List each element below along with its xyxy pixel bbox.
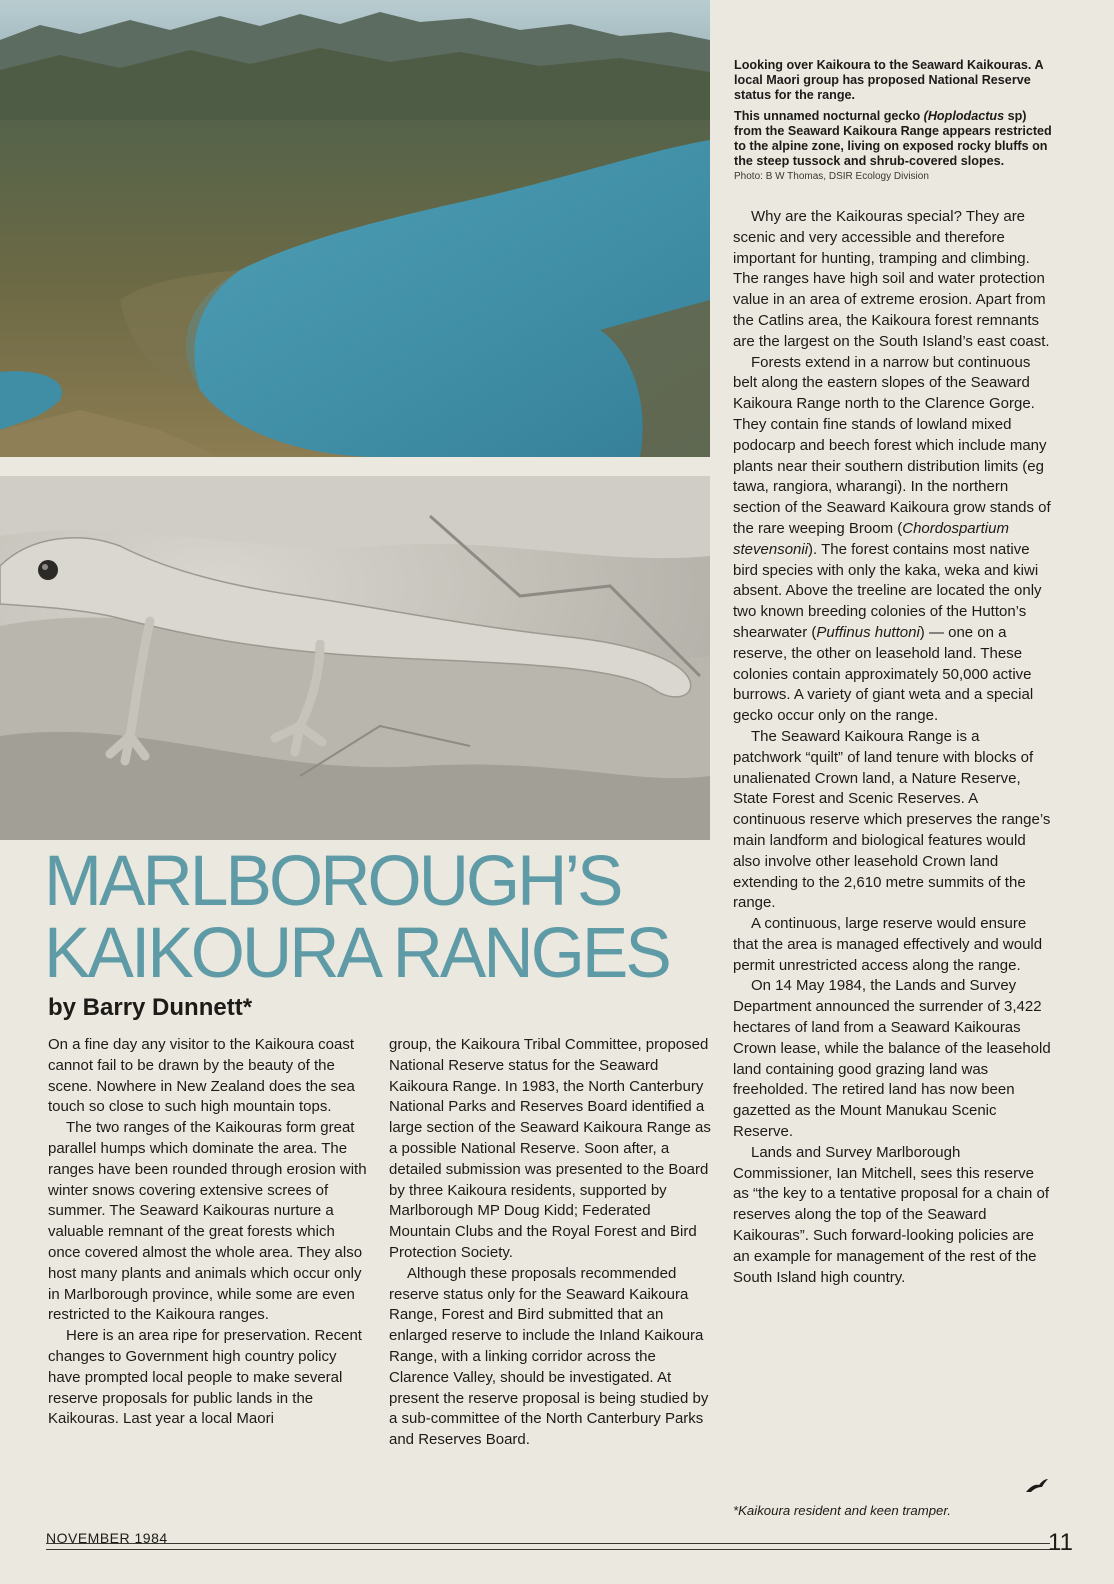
- article-column-left: [48, 1035, 370, 1430]
- gecko-photo-caption: This unnamed nocturnal gecko (Hoplodactus sp) from the Seaward Kaikoura Range appears restricted to the alpine zone, living on exposed rocky bluffs on the steep tussock and shrub-covered slopes.: [734, 109, 1052, 168]
- footer-rule: [46, 1549, 1050, 1550]
- gecko-photo: [0, 476, 710, 840]
- paragraph: A continuous, large reserve would ensure that the area is managed effectively and would permit unrestricted access along the range.: [733, 915, 1043, 974]
- paragraph: group, the Kaikoura Tribal Committee, proposed National Reserve status for the Seaward Kaikoura Range. In 1983, the North Canterbury National Parks and Reserves Board identified a large section of the Seaward Kaikoura Range as a possible National Reserve. Soon after, a detailed submission was presented to the Board by three Kaikoura residents, supported by Marlborough MP Doug Kidd; Federated Mountain Clubs and the Royal Forest and Bird Protection Society.: [389, 1036, 711, 1261]
- headline-line-2: KAIKOURA RANGES: [44, 914, 669, 993]
- coast-photo-caption: Looking over Kaikoura to the Seaward Kaikouras. A local Maori group has proposed National Reserve status for the range.: [734, 58, 1044, 102]
- article-headline: [44, 842, 669, 993]
- paragraph: Here is an area ripe for preservation. Recent changes to Government high country policy have prompted local people to make several reserve proposals for public lands in the Kaikouras. Last year a local Maori: [48, 1327, 362, 1428]
- broom-species-name: Chordospartium stevensonii: [733, 519, 1009, 558]
- article-column-right: [733, 207, 1051, 1288]
- photo-credit: Photo: B W Thomas, DSIR Ecology Division: [734, 171, 929, 182]
- shearwater-species-name: Puffinus huttoni: [816, 623, 920, 641]
- footer-rule: [46, 1543, 1050, 1544]
- bird-icon: [1025, 1478, 1049, 1499]
- paragraph: On a fine day any visitor to the Kaikoura coast cannot fail to be drawn by the beauty of the scene. Nowhere in New Zealand does the sea touch so close to such high mountain tops.: [48, 1036, 355, 1116]
- gecko-species-name: (Hoplodactus: [923, 109, 1005, 123]
- byline: by Barry Dunnett*: [48, 994, 253, 1021]
- coast-illustration: [0, 0, 710, 457]
- paragraph: Although these proposals recommended reserve status only for the Seaward Kaikoura Range, Forest and Bird submitted that an enlarged reserve to include the Inland Kaikoura Range, with a linking corridor across the Clarence Valley, should be investigated. At present the reserve proposal is being studied by a sub-committee of the North Canterbury Parks and Reserves Board.: [389, 1264, 709, 1449]
- paragraph: On 14 May 1984, the Lands and Survey Department announced the surrender of 3,422 hectares of land from a Seaward Kaikouras Crown lease, while the balance of the leasehold land containing good grazing land was freeholded. The retired land has now been gazetted as the Mount Manukau Scenic Reserve.: [733, 977, 1051, 1141]
- paragraph: The Seaward Kaikoura Range is a patchwork “quilt” of land tenure with blocks of unalienated Crown land, a Nature Reserve, State Forest and Scenic Reserves. A continuous reserve which preserves the range’s main landform and biological features would also involve other leasehold Crown land extending to the 2,610 metre summits of the range.: [733, 727, 1051, 912]
- page-number: 11: [1048, 1529, 1073, 1556]
- gecko-illustration: [0, 476, 710, 840]
- kaikoura-coast-photo: [0, 0, 710, 457]
- headline-line-1: MARLBOROUGH’S: [44, 842, 621, 921]
- article-column-middle: [389, 1035, 711, 1451]
- paragraph: Why are the Kaikouras special? They are scenic and very accessible and therefore important for hunting, tramping and climbing. The ranges have high soil and water protection value in an area of extreme erosion. Apart from the Catlins area, the Kaikoura forest remnants are the largest on the South Island’s east coast.: [733, 208, 1050, 350]
- author-footnote: *Kaikoura resident and keen tramper.: [733, 1503, 951, 1518]
- paragraph: Forests extend in a narrow but continuous belt along the eastern slopes of the Seaward Kaikoura Range north to the Clarence Gorge. They contain fine stands of lowland mixed podocarp and beech forest which include many plants near their southern distribution limits (eg tawa, rangiora, wharangi). In the northern section of the Seaward Kaikoura grow stands of the rare weeping Broom (Chordospartium stevensonii). The forest contains most native bird species with only the kaka, weka and kiwi absent. Above the treeline are located the only two known breeding colonies of the Hutton’s shearwater (Puffinus huttoni) — one on a reserve, the other on leasehold land. These colonies contain approximately 50,000 active burrows. A variety of giant weta and a special gecko occur only on the range.: [733, 353, 1051, 725]
- paragraph: Lands and Survey Marlborough Commissioner, Ian Mitchell, sees this reserve as “the key to a tentative proposal for a chain of reserves along the top of the Seaward Kaikouras”. Such forward-looking policies are an example for management of the rest of the South Island high country.: [733, 1143, 1050, 1286]
- photo-captions: [734, 58, 1054, 183]
- issue-date: NOVEMBER 1984: [46, 1530, 168, 1546]
- paragraph: The two ranges of the Kaikouras form great parallel humps which dominate the area. The ranges have been rounded through erosion with winter snows covering extensive screes of summer. The Seaward Kaikouras nurture a valuable remnant of the great forests which once covered almost the whole area. They also host many plants and animals which occur only in Marlborough province, while some are even restricted to the Kaikoura ranges.: [48, 1119, 367, 1324]
